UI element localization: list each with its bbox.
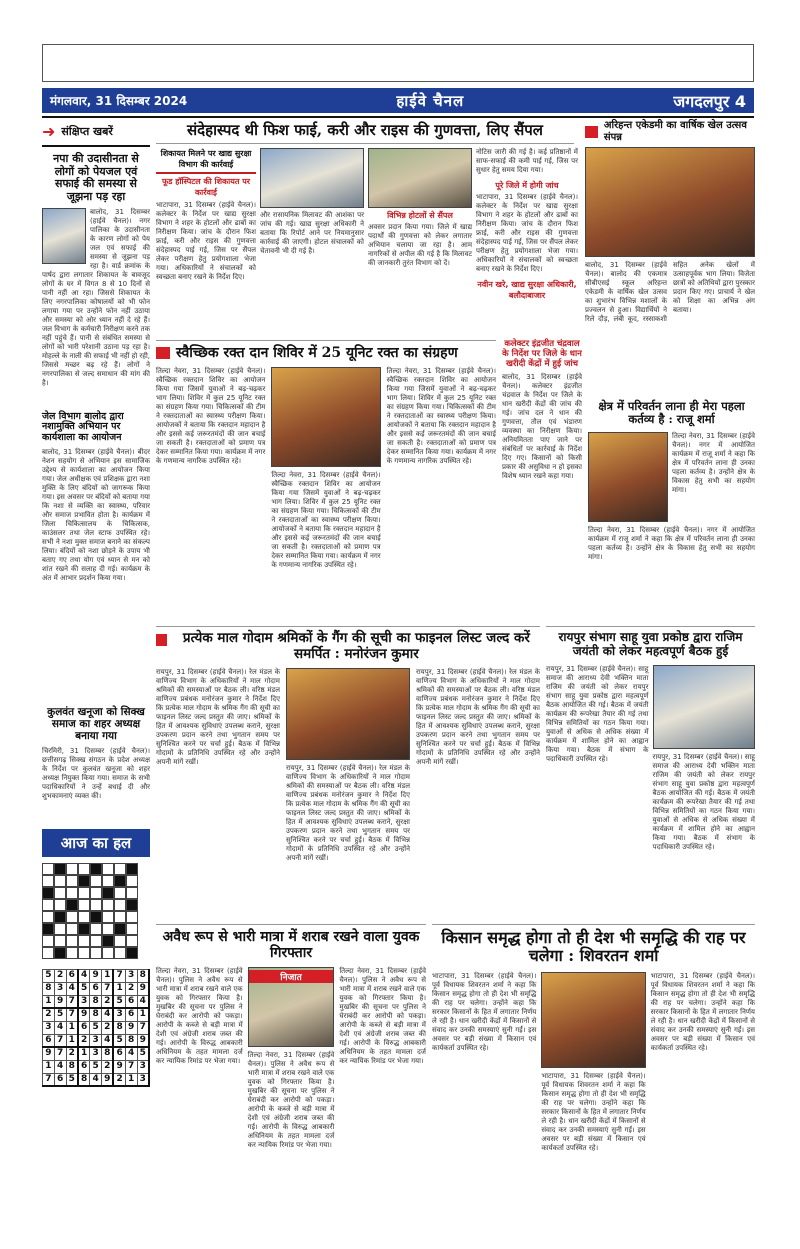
masthead-date: मंगलवार, 31 दिसम्बर 2024: [50, 94, 188, 108]
godown-headline: प्रत्येक माल गोदाम श्रमिकों के गैंग की सूची का फाइनल लिस्ट जल्द करें समर्पित : मनोरंजन कुमार: [182, 630, 530, 662]
crossword-cell: [54, 863, 66, 875]
crossword-cell: [66, 947, 78, 959]
crossword-cell: [78, 935, 90, 947]
sudoku-cell: 6: [125, 995, 137, 1008]
crossword-cell: [42, 923, 54, 935]
crossword-cell: [126, 875, 138, 887]
liquor-story: [156, 924, 426, 1214]
sudoku-cell: 6: [54, 1073, 66, 1086]
crossword-cell: [42, 935, 54, 947]
crossword-cell: [90, 923, 102, 935]
masthead-name: हाईवे चैनल: [396, 91, 465, 110]
crossword-cell: [54, 875, 66, 887]
food-body-2: और रासायनिक मिलावट की आशंका पर जांच की गई। खाद्य सुरक्षा अधिकारी ने बताया कि रिपोर्ट आने पर नियमानुसार कार्रवाई की जाएगी। होटल संचालकों को चेतावनी भी दी गई है।: [260, 211, 364, 256]
sudoku-cell: 1: [102, 969, 114, 982]
sudoku-cell: 2: [125, 982, 137, 995]
page-number: 4: [734, 91, 746, 111]
sudoku-cell: 2: [78, 1034, 90, 1047]
sudoku-cell: 7: [66, 1008, 78, 1021]
sudoku-cell: 1: [137, 1008, 149, 1021]
collector-headline: कलेक्टर इंद्रजीत चंद्रवाल के निर्देश पर जिले के धान खरीदी केंद्रों में हुई जांच: [502, 339, 582, 369]
kisan-body-3: भाटापारा, 31 दिसम्बर (हाईवे चैनल)। पूर्व विधायक शिवरतन शर्मा ने कहा कि किसान समृद्ध होगा तो ही देश भी समृद्धि की राह पर चलेगा। उन्होंने कहा कि सरकार किसानों के हित में लगातार निर्णय ले रही है। धान खरीदी केंद्रों में किसानों से संवाद कर उनकी समस्याएं सुनी गईं। इस अवसर पर बड़ी संख्या में किसान एवं कार्यकर्ता उपस्थित रहे।: [650, 971, 755, 1052]
crossword-cell: [42, 875, 54, 887]
crossword-cell: [90, 935, 102, 947]
sudoku-grid: [42, 969, 150, 1088]
sudoku-cell: 8: [66, 1060, 78, 1073]
crossword-cell: [54, 935, 66, 947]
crossword-cell: [78, 875, 90, 887]
crossword-cell: [66, 935, 78, 947]
crossword-cell: [66, 923, 78, 935]
crossword-cell: [54, 911, 66, 923]
crossword-cell: [42, 911, 54, 923]
person-photo: [42, 208, 86, 264]
sudoku-cell: 4: [102, 1008, 114, 1021]
sudoku-cell: 7: [66, 995, 78, 1008]
food-kicker-1: शिकायत मिलने पर खाद्य सुरक्षा विभाग की कार्रवाई: [160, 149, 252, 170]
blood-headline: स्वैच्छिक रक्त दान शिविर में 25 यूनिट रक्त का संग्रहण: [176, 345, 458, 361]
headline-water: नपा की उदासीनता से लोगों को पेयजल एवं सफाई की समस्या से जूझना पड़ रहा: [53, 152, 139, 203]
crossword-cell: [66, 887, 78, 899]
sudoku-cell: 2: [102, 1021, 114, 1034]
sudoku-cell: 9: [43, 1047, 55, 1060]
kisan-photo: [541, 972, 645, 1068]
crossword-cell: [78, 863, 90, 875]
crossword-cell: [42, 887, 54, 899]
crossword-cell: [90, 875, 102, 887]
sudoku-cell: 1: [113, 982, 125, 995]
sharma-story: [588, 400, 755, 622]
sudoku-cell: 8: [137, 969, 149, 982]
kisan-body-2: भाटापारा, 31 दिसम्बर (हाईवे चैनल)। पूर्व विधायक शिवरतन शर्मा ने कहा कि किसान समृद्ध होगा तो ही देश भी समृद्धि की राह पर चलेगा। उन्होंने कहा कि सरकार किसानों के हित में लगातार निर्णय ले रही है। धान खरीदी केंद्रों में किसानों से संवाद कर उनकी समस्याएं सुनी गईं। इस अवसर पर बड़ी संख्या में किसान एवं कार्यकर्ता उपस्थित रहे।: [541, 1071, 646, 1152]
arrow-icon: ➜: [42, 122, 56, 141]
sudoku-cell: 2: [102, 995, 114, 1008]
sudoku-cell: 3: [125, 969, 137, 982]
sudoku-cell: 1: [66, 1034, 78, 1047]
sudoku-cell: 9: [137, 1034, 149, 1047]
section-title: संक्षिप्त खबरें: [61, 125, 113, 138]
crossword-cell: [90, 899, 102, 911]
crossword-cell: [126, 887, 138, 899]
food-kicker-2: फूड हॉस्पिटल की शिकायत पर कार्रवाई: [161, 177, 251, 198]
sudoku-cell: 5: [54, 1008, 66, 1021]
sudoku-cell: 2: [54, 969, 66, 982]
sudoku-cell: 1: [43, 995, 55, 1008]
section-header: [42, 120, 150, 147]
sports-story: [585, 120, 755, 332]
sudoku-cell: 4: [125, 1047, 137, 1060]
sudoku-cell: 3: [78, 995, 90, 1008]
crossword-cell: [66, 863, 78, 875]
crossword-cell: [126, 947, 138, 959]
sahu-photo: [653, 665, 756, 749]
crossword-cell: [102, 947, 114, 959]
sudoku-cell: 4: [90, 1073, 102, 1086]
sudoku-cell: 9: [113, 1060, 125, 1073]
food-byline: नवीन खरे, खाद्य सुरक्षा अधिकारी, बलौदाबाजार: [477, 280, 577, 301]
sudoku-cell: 3: [137, 1060, 149, 1073]
crossword-cell: [126, 863, 138, 875]
crossword-cell: [126, 911, 138, 923]
sudoku-cell: 3: [90, 1047, 102, 1060]
godown-body-1: रायपुर, 31 दिसम्बर (हाईवे चैनल)। रेल मंडल के वाणिज्य विभाग के अधिकारियों ने माल गोदाम श्रमिकों की समस्याओं पर बैठक ली। वरिष्ठ मंडल वाणिज्य प्रबंधक मनोरंजन कुमार ने निर्देश दिए कि प्रत्येक माल गोदाम के श्रमिक गैंग की सूची का फाइनल लिस्ट जल्द प्रस्तुत की जाए। श्रमिकों के हित में आवश्यक सुविधाएं उपलब्ध कराने, सुरक्षा उपकरण प्रदान करने तथा भुगतान समय पर सुनिश्चित करने पर चर्चा हुई। बैठक में विभिन्न गोदामों के प्रतिनिधि उपस्थित रहे और उन्होंने अपनी मांगें रखीं।: [156, 668, 280, 767]
crossword-cell: [114, 887, 126, 899]
sudoku-cell: 4: [137, 995, 149, 1008]
sudoku-cell: 6: [66, 969, 78, 982]
crossword-cell: [54, 899, 66, 911]
crossword-cell: [102, 923, 114, 935]
sudoku-cell: 1: [125, 1073, 137, 1086]
sports-photo: [585, 147, 755, 257]
sudoku-cell: 9: [90, 969, 102, 982]
crossword-cell: [78, 887, 90, 899]
crossword-cell: [102, 875, 114, 887]
collector-body: बालोद, 31 दिसम्बर (हाईवे चैनल)। कलेक्टर इंद्रजीत चंद्रवाल के निर्देश पर जिले के धान खरीदी केंद्रों की जांच की गई। जांच दल ने धान की गुणवत्ता, तौल एवं भंडारण व्यवस्था का निरीक्षण किया। अनियमितता पाए जाने पर संबंधितों पर कार्रवाई के निर्देश दिए गए। किसानों को किसी प्रकार की असुविधा न हो इसका विशेष ध्यान रखने कहा गया।: [502, 373, 582, 481]
ad-box: [42, 44, 754, 82]
puzzle-title: आज का हल: [42, 829, 150, 857]
left-column: [42, 120, 153, 1205]
kisan-story: [432, 924, 755, 1214]
sudoku-cell: 5: [66, 1073, 78, 1086]
sudoku-cell: 5: [113, 995, 125, 1008]
sudoku-cell: 8: [102, 1047, 114, 1060]
crossword-cell: [114, 911, 126, 923]
crossword-cell: [114, 947, 126, 959]
crossword-cell: [114, 935, 126, 947]
headline-sikh: कुलवंत खनूजा को सिक्ख समाज का शहर अध्यक्ष बनाया गया: [47, 706, 145, 743]
sharma-body-2: तिल्दा नेवरा, 31 दिसम्बर (हाईवे चैनल)। नगर में आयोजित कार्यक्रम में राजू शर्मा ने कहा कि क्षेत्र में परिवर्तन लाना ही उनका पहला कर्तव्य है। उन्होंने क्षेत्र के विकास हेतु सभी का सहयोग मांगा।: [588, 526, 755, 562]
crossword-cell: [78, 923, 90, 935]
sudoku-cell: 3: [43, 1021, 55, 1034]
sudoku-cell: 6: [90, 982, 102, 995]
sahu-story: [546, 626, 755, 916]
crossword-cell: [78, 911, 90, 923]
crossword-cell: [42, 947, 54, 959]
food-photo: [260, 148, 364, 208]
crossword-cell: [102, 863, 114, 875]
crossword-cell: [66, 899, 78, 911]
sudoku-cell: 1: [66, 1021, 78, 1034]
godown-photo: [286, 668, 410, 760]
sudoku-cell: 5: [78, 982, 90, 995]
masthead-rule: [42, 116, 754, 118]
blood-body-1: तिल्दा नेवरा, 31 दिसम्बर (हाईवे चैनल)। स्वैच्छिक रक्तदान शिविर का आयोजन किया गया जिसमें युवाओं ने बढ़-चढ़कर भाग लिया। शिविर में कुल 25 यूनिट रक्त का संग्रहण किया गया। चिकित्सकों की टीम ने रक्तदाताओं का स्वास्थ्य परीक्षण किया। आयोजकों ने बताया कि रक्तदान महादान है और इससे कई जरूरतमंदों की जान बचाई जा सकती है। रक्तदाताओं को प्रमाण पत्र देकर सम्मानित किया गया। कार्यक्रम में नगर के गणमान्य नागरिक उपस्थित रहे।: [156, 367, 266, 466]
sudoku-cell: 2: [113, 1073, 125, 1086]
masthead: [42, 88, 754, 113]
sudoku-cell: 3: [113, 1008, 125, 1021]
sharma-headline: क्षेत्र में परिवर्तन लाना ही मेरा पहला कर्तव्य है : राजू शर्मा: [598, 399, 745, 427]
food-body-3: अवसर प्रदान किया गया। जिले में खाद्य पदार्थों की गुणवत्ता को लेकर लगातार अभियान चलाया जा रहा है। आम नागरिकों से अपील की गई है कि मिलावट की जानकारी तुरंत विभाग को दें।: [368, 223, 472, 268]
liquor-body-3: तिल्दा नेवरा, 31 दिसम्बर (हाईवे चैनल)। पुलिस ने अवैध रूप से भारी मात्रा में शराब रखने वाले एक युवक को गिरफ्तार किया है। मुखबिर की सूचना पर पुलिस ने घेराबंदी कर आरोपी को पकड़ा। आरोपी के कब्जे से बड़ी मात्रा में देशी एवं अंग्रेजी शराब जब्त की गई। आरोपी के विरुद्ध आबकारी अधिनियम के तहत मामला दर्ज कर न्यायिक रिमांड पर भेजा गया।: [339, 967, 426, 1066]
crossword-cell: [102, 911, 114, 923]
crossword-cell: [114, 863, 126, 875]
crossword-cell: [114, 899, 126, 911]
story-water: बालोद, 31 दिसम्बर (हाईवे चैनल)। नगर पालिका के उदासीनता के कारण लोगों को पेय जल एवं सफाई की समस्या से जूझना पड़ रहा है। वार्ड क्रमांक के पार्षद द्वारा लगातार शिकायत के बावजूद लोगों के घर में विगत 8 से 10 दिनों से पानी नहीं आ रहा। जिससे शिकायत के लिए नगरपालिका कोषालयों को भी फोन लगाया गया पर उन्होंने फोन नहीं उठाया और समस्या को ओर ध्यान नहीं दे रहे हैं। जल विभाग के कर्मचारी निरीक्षण करने तक नहीं पहुंचे हैं। पानी से संबंधित समस्या से लोगों को भारी परेशानी उठाना पड़ रहा है। मोहल्ले के नाली की सफाई भी नहीं हो रही, जिससे मच्छर बढ़ रहे हैं। लोगों ने नगरपालिका से जल्द समाधान की मांग की है।: [42, 207, 153, 387]
crossword-cell: [90, 887, 102, 899]
sudoku-cell: 3: [90, 1034, 102, 1047]
crossword-grid: [42, 863, 150, 959]
liquor-photo: [248, 967, 335, 1047]
sudoku-cell: 8: [43, 982, 55, 995]
crossword-cell: [42, 863, 54, 875]
crossword-cell: [126, 923, 138, 935]
crossword-cell: [114, 875, 126, 887]
sudoku-cell: 6: [43, 1034, 55, 1047]
sports-body: बालोद, 31 दिसम्बर (हाईवे चैनल)। बालोद की एकमात्र सीबीएसई स्कूल अरिहन्त एकेडमी के वार्षिक खेल उत्सव का शुभारंभ विभिन्न मशालों के प्रज्वलन से हुआ। विद्यार्थियों ने रिले दौड़, लंबी कूद, रस्साकशी सहित अनेक खेलों में उत्साहपूर्वक भाग लिया। विजेता छात्रों को अतिथियों द्वारा पुरस्कार प्रदान किए गए। प्राचार्य ने खेल को शिक्षा का अभिन्न अंग बताया।: [585, 261, 755, 323]
crossword-cell: [42, 899, 54, 911]
crossword-cell: [54, 947, 66, 959]
sudoku-cell: 7: [137, 1021, 149, 1034]
red-bullet-icon: [156, 634, 167, 646]
sharma-photo: [588, 432, 668, 522]
sahu-body-2: रायपुर, 31 दिसम्बर (हाईवे चैनल)। साहू समाज की आराध्य देवी भक्तिन माता राजिम की जयंती को लेकर रायपुर संभाग साहू युवा प्रकोष्ठ द्वारा महत्वपूर्ण बैठक आयोजित की गई। बैठक में जयंती कार्यक्रम की रूपरेखा तैयार की गई तथा विभिन्न समितियों का गठन किया गया। युवाओं से अधिक से अधिक संख्या में कार्यक्रम में शामिल होने का आह्वान किया गया। बैठक में संभाग के पदाधिकारी उपस्थित रहे।: [652, 752, 755, 851]
sudoku-cell: 2: [102, 1060, 114, 1073]
crossword-cell: [126, 935, 138, 947]
crossword: [42, 863, 150, 959]
food-kicker-4: पूरे जिले में होगी जांच: [495, 181, 559, 191]
sudoku-cell: 8: [90, 1008, 102, 1021]
sahu-body-1: रायपुर, 31 दिसम्बर (हाईवे चैनल)। साहू समाज की आराध्य देवी भक्तिन माता राजिम की जयंती को लेकर रायपुर संभाग साहू युवा प्रकोष्ठ द्वारा महत्वपूर्ण बैठक आयोजित की गई। बैठक में जयंती कार्यक्रम की रूपरेखा तैयार की गई तथा विभिन्न समितियों का गठन किया गया। युवाओं से अधिक से अधिक संख्या में कार्यक्रम में शामिल होने का आह्वान किया गया। बैठक में संभाग के पदाधिकारी उपस्थित रहे।: [546, 664, 649, 763]
sudoku-cell: 6: [125, 1008, 137, 1021]
sudoku-cell: 4: [54, 1021, 66, 1034]
godown-story: [156, 626, 540, 916]
sudoku-cell: 3: [137, 1073, 149, 1086]
godown-body-2: रायपुर, 31 दिसम्बर (हाईवे चैनल)। रेल मंडल के वाणिज्य विभाग के अधिकारियों ने माल गोदाम श्रमिकों की समस्याओं पर बैठक ली। वरिष्ठ मंडल वाणिज्य प्रबंधक मनोरंजन कुमार ने निर्देश दिए कि प्रत्येक माल गोदाम के श्रमिक गैंग की सूची का फाइनल लिस्ट जल्द प्रस्तुत की जाए। श्रमिकों के हित में आवश्यक सुविधाएं उपलब्ध कराने, सुरक्षा उपकरण प्रदान करने तथा भुगतान समय पर सुनिश्चित करने पर चर्चा हुई। बैठक में विभिन्न गोदामों के प्रतिनिधि उपस्थित रहे और उन्होंने अपनी मांगें रखीं।: [286, 764, 410, 863]
sudoku-cell: 6: [113, 1047, 125, 1060]
sudoku-cell: 5: [137, 1047, 149, 1060]
crossword-cell: [126, 899, 138, 911]
sudoku-cell: 6: [78, 1021, 90, 1034]
food-story: [156, 120, 578, 334]
sudoku-cell: 9: [125, 1021, 137, 1034]
liquor-body-1: तिल्दा नेवरा, 31 दिसम्बर (हाईवे चैनल)। पुलिस ने अवैध रूप से भारी मात्रा में शराब रखने वाले एक युवक को गिरफ्तार किया है। मुखबिर की सूचना पर पुलिस ने घेराबंदी कर आरोपी को पकड़ा। आरोपी के कब्जे से बड़ी मात्रा में देशी एवं अंग्रेजी शराब जब्त की गई। आरोपी के विरुद्ध आबकारी अधिनियम के तहत मामला दर्ज कर न्यायिक रिमांड पर भेजा गया।: [156, 967, 243, 1066]
sudoku-cell: 7: [43, 1073, 55, 1086]
blood-body-2: तिल्दा नेवरा, 31 दिसम्बर (हाईवे चैनल)। स्वैच्छिक रक्तदान शिविर का आयोजन किया गया जिसमें युवाओं ने बढ़-चढ़कर भाग लिया। शिविर में कुल 25 यूनिट रक्त का संग्रहण किया गया। चिकित्सकों की टीम ने रक्तदाताओं का स्वास्थ्य परीक्षण किया। आयोजकों ने बताया कि रक्तदान महादान है और इससे कई जरूरतमंदों की जान बचाई जा सकती है। रक्तदाताओं को प्रमाण पत्र देकर सम्मानित किया गया। कार्यक्रम में नगर के गणमान्य नागरिक उपस्थित रहे।: [271, 471, 381, 570]
sudoku-cell: 2: [43, 1008, 55, 1021]
sudoku-cell: 8: [125, 1034, 137, 1047]
food-photo-2: [368, 148, 472, 208]
sahu-headline: रायपुर संभाग साहू युवा प्रकोष्ठ द्वारा राजिम जयंती को लेकर महत्वपूर्ण बैठक हुई: [546, 626, 755, 659]
food-body-4: नोटिस जारी की गई है। कई प्रतिष्ठानों में साफ-सफाई की कमी पाई गई, जिस पर सुधार हेतु समय दिया गया।: [476, 148, 578, 175]
food-body-1: भाटापारा, 31 दिसम्बर (हाईवे चैनल)। कलेक्टर के निर्देश पर खाद्य सुरक्षा विभाग ने शहर के होटलों और ढाबों का निरीक्षण किया। जांच के दौरान फिश फ्राई, करी और राइस की गुणवत्ता संदेहास्पद पाई गई, जिस पर सैंपल लेकर परीक्षण हेतु प्रयोगशाला भेजा गया। अधिकारियों ने संचालकों को स्वच्छता बनाए रखने के निर्देश दिए।: [156, 201, 256, 282]
sudoku-cell: 9: [137, 982, 149, 995]
masthead-city: जगदलपुर 4: [673, 91, 746, 111]
sudoku-cell: 7: [54, 1047, 66, 1060]
sudoku-cell: 7: [125, 1060, 137, 1073]
sudoku-cell: 5: [90, 1060, 102, 1073]
sudoku-cell: 5: [43, 969, 55, 982]
sudoku-cell: 3: [54, 982, 66, 995]
kisan-body-1: भाटापारा, 31 दिसम्बर (हाईवे चैनल)। पूर्व विधायक शिवरतन शर्मा ने कहा कि किसान समृद्ध होगा तो ही देश भी समृद्धि की राह पर चलेगा। उन्होंने कहा कि सरकार किसानों के हित में लगातार निर्णय ले रही है। धान खरीदी केंद्रों में किसानों से संवाद कर उनकी समस्याएं सुनी गईं। इस अवसर पर बड़ी संख्या में किसान एवं कार्यकर्ता उपस्थित रहे।: [432, 971, 537, 1052]
crossword-cell: [102, 935, 114, 947]
sports-headline: अरिहन्त एकेडमी का वार्षिक खेल उत्सव संपन्न: [603, 120, 747, 143]
food-kicker-3: विभिन्न होटलों से सैंपल: [387, 211, 453, 221]
sudoku-cell: 4: [102, 1034, 114, 1047]
sudoku-cell: 8: [78, 1073, 90, 1086]
red-bullet-icon: [156, 347, 170, 359]
godown-body-3: रायपुर, 31 दिसम्बर (हाईवे चैनल)। रेल मंडल के वाणिज्य विभाग के अधिकारियों ने माल गोदाम श्रमिकों की समस्याओं पर बैठक ली। वरिष्ठ मंडल वाणिज्य प्रबंधक मनोरंजन कुमार ने निर्देश दिए कि प्रत्येक माल गोदाम के श्रमिक गैंग की सूची का फाइनल लिस्ट जल्द प्रस्तुत की जाए। श्रमिकों के हित में आवश्यक सुविधाएं उपलब्ध कराने, सुरक्षा उपकरण प्रदान करने तथा भुगतान समय पर सुनिश्चित करने पर चर्चा हुई। बैठक में विभिन्न गोदामों के प्रतिनिधि उपस्थित रहे और उन्होंने अपनी मांगें रखीं।: [416, 668, 540, 767]
sudoku-cell: 1: [78, 1047, 90, 1060]
food-body-5: भाटापारा, 31 दिसम्बर (हाईवे चैनल)। कलेक्टर के निर्देश पर खाद्य सुरक्षा विभाग ने शहर के होटलों और ढाबों का निरीक्षण किया। जांच के दौरान फिश फ्राई, करी और राइस की गुणवत्ता संदेहास्पद पाई गई, जिस पर सैंपल लेकर परीक्षण हेतु प्रयोगशाला भेजा गया। अधिकारियों ने संचालकों को स्वच्छता बनाए रखने के निर्देश दिए।: [476, 193, 578, 274]
sudoku-cell: 9: [54, 995, 66, 1008]
food-headline: संदेहास्पद थी फिश फाई, करी और राइस की गुणवत्ता, लिए सैंपल: [156, 120, 574, 144]
liquor-photo-label: निजात: [249, 970, 334, 983]
crossword-cell: [114, 923, 126, 935]
crossword-cell: [66, 911, 78, 923]
collector-story: [502, 340, 582, 622]
sudoku-cell: 8: [113, 1021, 125, 1034]
sudoku-cell: 7: [113, 969, 125, 982]
sudoku-cell: 6: [78, 1060, 90, 1073]
crossword-cell: [54, 923, 66, 935]
crossword-cell: [102, 887, 114, 899]
sudoku-cell: 2: [66, 1047, 78, 1060]
crossword-cell: [102, 899, 114, 911]
crossword-cell: [54, 887, 66, 899]
sudoku-cell: 8: [90, 995, 102, 1008]
story-jail: बालोद, 31 दिसम्बर (हाईवे चैनल)। बीदर नेशन सहयोग से अभियान इस सामाजिक उद्देश्य से कार्यशाला का आयोजन किया गया। जेल अधीक्षक एवं प्रशिक्षक द्वारा नशा मुक्ति के लिए बंदियों को जागरूक किया गया। इस अवसर पर बंदियों को बताया गया कि नशा से व्यक्ति का स्वास्थ्य, परिवार और समाज प्रभावित होता है। कार्यक्रम में जिला चिकित्सालय के चिकित्सक, काउंसलर तथा जेल स्टाफ उपस्थित रहे। सभी ने नशा मुक्त समाज बनाने का संकल्प लिया। बंदियों को नशा छोड़ने के उपाय भी बताए गए तथा योग एवं ध्यान से मन को शांत रखने की सलाह दी गई। कार्यक्रम के अंत में आभार प्रदर्शन किया गया।: [42, 448, 153, 583]
blood-photo: [271, 367, 380, 467]
blood-body-3: तिल्दा नेवरा, 31 दिसम्बर (हाईवे चैनल)। स्वैच्छिक रक्तदान शिविर का आयोजन किया गया जिसमें युवाओं ने बढ़-चढ़कर भाग लिया। शिविर में कुल 25 यूनिट रक्त का संग्रहण किया गया। चिकित्सकों की टीम ने रक्तदाताओं का स्वास्थ्य परीक्षण किया। आयोजकों ने बताया कि रक्तदान महादान है और इससे कई जरूरतमंदों की जान बचाई जा सकती है। रक्तदाताओं को प्रमाण पत्र देकर सम्मानित किया गया। कार्यक्रम में नगर के गणमान्य नागरिक उपस्थित रहे।: [386, 367, 496, 466]
crossword-cell: [90, 947, 102, 959]
kisan-headline: किसान समृद्ध होगा तो ही देश भी समृद्धि की राह पर चलेगा : शिवरतन शर्मा: [432, 924, 755, 966]
sudoku-cell: 7: [102, 982, 114, 995]
crossword-cell: [90, 863, 102, 875]
crossword-cell: [78, 947, 90, 959]
story-sikh: चिरमिरी, 31 दिसम्बर (हाईवे चैनल)। छत्तीसगढ़ सिक्ख संगठन के प्रदेश अध्यक्ष के निर्देश पर कुलवंत खनूजा को शहर अध्यक्ष नियुक्त किया गया। समाज के सभी पदाधिकारियों ने उन्हें बधाई दी और शुभकामनाएं व्यक्त कीं।: [42, 746, 153, 800]
blood-story: [156, 340, 496, 622]
red-bullet-icon: [585, 126, 598, 138]
sudoku-cell: 4: [66, 982, 78, 995]
liquor-body-2: तिल्दा नेवरा, 31 दिसम्बर (हाईवे चैनल)। पुलिस ने अवैध रूप से भारी मात्रा में शराब रखने वाले एक युवक को गिरफ्तार किया है। मुखबिर की सूचना पर पुलिस ने घेराबंदी कर आरोपी को पकड़ा। आरोपी के कब्जे से बड़ी मात्रा में देशी एवं अंग्रेजी शराब जब्त की गई। आरोपी के विरुद्ध आबकारी अधिनियम के तहत मामला दर्ज कर न्यायिक रिमांड पर भेजा गया।: [247, 1051, 335, 1150]
sudoku-cell: 4: [78, 969, 90, 982]
crossword-cell: [90, 911, 102, 923]
headline-jail: जेल विभाग बालोद द्वारा नशामुक्ति अभियान पर कार्यशाला का आयोजन: [42, 410, 124, 444]
sudoku-cell: 5: [90, 1021, 102, 1034]
crossword-cell: [78, 899, 90, 911]
sharma-body-1: तिल्दा नेवरा, 31 दिसम्बर (हाईवे चैनल)। नगर में आयोजित कार्यक्रम में राजू शर्मा ने कहा कि क्षेत्र में परिवर्तन लाना ही उनका पहला कर्तव्य है। उन्होंने क्षेत्र के विकास हेतु सभी का सहयोग मांगा।: [672, 432, 755, 495]
liquor-headline: अवैध रूप से भारी मात्रा में शराब रखने वाला युवक गिरफ्तार: [156, 924, 426, 961]
crossword-cell: [66, 875, 78, 887]
sudoku-cell: 4: [54, 1060, 66, 1073]
sudoku-cell: 9: [102, 1073, 114, 1086]
sudoku-cell: 9: [78, 1008, 90, 1021]
sudoku-cell: 7: [54, 1034, 66, 1047]
sudoku-cell: 1: [43, 1060, 55, 1073]
sudoku-cell: 5: [113, 1034, 125, 1047]
